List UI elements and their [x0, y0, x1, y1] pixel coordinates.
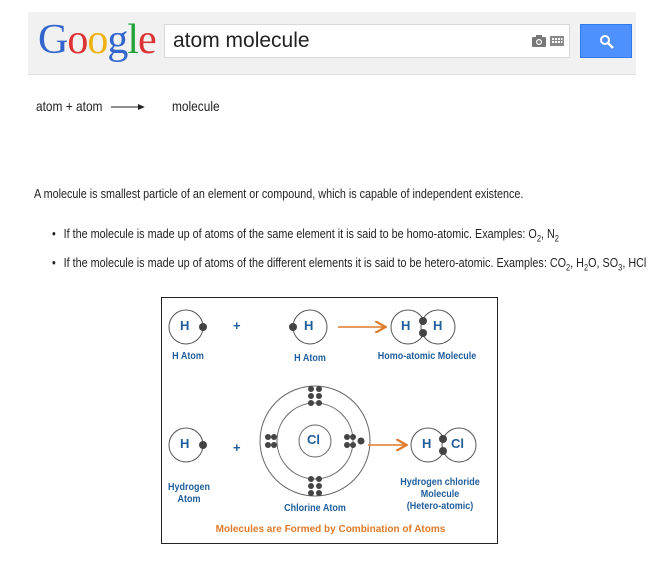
- logo-letter: l: [127, 17, 139, 63]
- electron-dot: [199, 441, 207, 449]
- bullet-text: If the molecule is made up of atoms of the same element it is said to be homo-atomic. Examples:: [63, 226, 526, 241]
- atom-label-line: Atom: [177, 494, 201, 505]
- electron-dot: [289, 323, 297, 331]
- search-icon: [599, 34, 615, 50]
- keyboard-icon[interactable]: [550, 34, 564, 48]
- logo-letter: e: [138, 17, 156, 63]
- atom-label: Chlorine Atom: [284, 503, 346, 514]
- list-item: • If the molecule is made up of atoms of the different elements it is said to be hetero-atomic. Examples: $CO_2$, $H_2O$, $SO_3$, HCl: [52, 255, 646, 284]
- search-input[interactable]: [173, 28, 513, 54]
- electron-dot: [439, 447, 447, 455]
- molecule-label-line: Molecule: [420, 489, 460, 500]
- logo-letter: G: [38, 17, 68, 63]
- electron-dot: [419, 329, 427, 337]
- formula-subscript: 2: [583, 262, 589, 273]
- atom-label: H Atom: [172, 351, 204, 362]
- diagram-caption: Molecules are Formed by Combination of Atoms: [215, 524, 446, 535]
- atom-symbol: Cl: [451, 436, 464, 451]
- equation-right: molecule: [171, 98, 220, 114]
- formula: H: [576, 255, 584, 270]
- atom-symbol: Cl: [307, 432, 320, 447]
- formula: SO: [602, 255, 619, 270]
- formula: O: [588, 255, 597, 270]
- logo-letter: g: [107, 17, 128, 63]
- molecule-label-line: (Hetero-atomic): [406, 501, 474, 512]
- arrow-right-icon: [111, 102, 145, 112]
- logo-letter: o: [67, 17, 88, 63]
- electron-dot: [439, 435, 447, 443]
- electron-dot: [199, 323, 207, 331]
- plus-sign: +: [233, 318, 241, 333]
- examples-list: [52, 226, 646, 284]
- logo-letter: o: [87, 17, 108, 63]
- formula: O: [528, 226, 537, 241]
- list-item: • If the molecule is made up of atoms of the same element it is said to be homo-atomic. Examples: $O_2$, $N_2$: [52, 226, 646, 255]
- atom-symbol: H: [304, 318, 314, 333]
- atom-symbol: H: [180, 436, 190, 451]
- header-bar: [28, 12, 636, 75]
- molecule-label-line: Hydrogen chloride: [400, 477, 480, 488]
- definition-text: A molecule is smallest particle of an element or compound, which is capable of independent existence.: [34, 186, 524, 201]
- atom-symbol: H: [433, 318, 443, 333]
- plus-sign: +: [233, 440, 241, 455]
- formula: CO: [549, 255, 567, 270]
- search-button[interactable]: [580, 24, 632, 58]
- camera-icon[interactable]: [531, 33, 547, 49]
- atom-label-line: Hydrogen: [167, 482, 210, 493]
- molecule-label: Homo-atomic Molecule: [377, 351, 477, 362]
- electron-dot: [419, 317, 427, 325]
- atom-label: H Atom: [294, 353, 326, 364]
- equation-line: [36, 98, 220, 114]
- formula-subscript: 3: [618, 262, 623, 273]
- bullet-text: If the molecule is made up of atoms of the different elements it is said to be hetero-atomic. Examples:: [63, 255, 547, 270]
- search-box: [164, 24, 570, 58]
- google-logo[interactable]: [38, 16, 156, 64]
- atom-symbol: H: [180, 318, 190, 333]
- formula-subscript: 2: [554, 233, 559, 244]
- atom-symbol: H: [401, 318, 411, 333]
- formula-subscript: 2: [536, 233, 541, 244]
- formula: HCl: [628, 255, 647, 270]
- atom-symbol: H: [422, 436, 432, 451]
- equation-left: atom + atom: [36, 98, 103, 114]
- formula-subscript: 2: [566, 262, 571, 273]
- formula: N: [546, 226, 555, 241]
- atom-molecule-diagram: [161, 297, 498, 544]
